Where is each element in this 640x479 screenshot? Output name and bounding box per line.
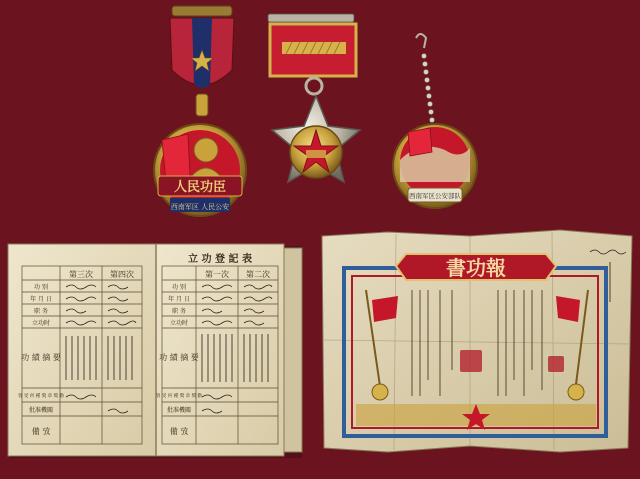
book-right-row-label: 備 攷	[169, 427, 189, 436]
book-left-row-label: 职 务	[34, 308, 48, 315]
merit-register-book	[8, 244, 302, 458]
book-left-row-label: 年 月 日	[30, 296, 52, 303]
book-right-row-label: 曾 受 何 種 獎 章 獎 勳	[155, 394, 203, 399]
book-right-row-label: 功 别	[172, 284, 186, 291]
medal-left-lower-text: 西南军区 人民公安	[170, 203, 230, 211]
medal-left-portrait-icon	[194, 138, 218, 162]
book-right-row-label: 批准機關	[166, 407, 192, 414]
book-left-col-1: 第三次	[69, 270, 93, 279]
certificate-title: 書功報	[446, 256, 506, 280]
book-right-row-label: 立功时	[169, 320, 189, 327]
book-cover-edge	[284, 248, 302, 452]
medal-right-bottom-text: 西南军区公安部队	[409, 192, 461, 200]
medal-right-flag-icon	[408, 128, 432, 156]
book-right-row-label: 年 月 日	[168, 296, 190, 303]
book-right-row-label: 功 績 摘 要	[159, 353, 199, 362]
medal-left-banner-text: 人民功臣	[173, 180, 227, 195]
book-left-row-label: 曾 受 何 種 獎 章 獎 勳	[17, 394, 65, 399]
book-right-row-label: 职 务	[172, 308, 186, 315]
book-left-row-label: 功 績 摘 要	[21, 353, 61, 362]
book-right-col-1: 第一次	[205, 270, 229, 279]
book-left-row-label: 批准機關	[28, 407, 54, 414]
book-left-row-label: 功 别	[34, 284, 48, 291]
merit-certificate	[322, 230, 632, 452]
book-left-row-label: 立功时	[31, 320, 51, 327]
book-left-col-2: 第四次	[110, 270, 134, 279]
book-left-row-label: 備 攷	[31, 427, 51, 436]
book-right-col-2: 第二次	[246, 270, 270, 279]
book-right-title: 立 功 登 記 表	[188, 254, 252, 265]
medal-left-flag-icon	[162, 134, 190, 182]
